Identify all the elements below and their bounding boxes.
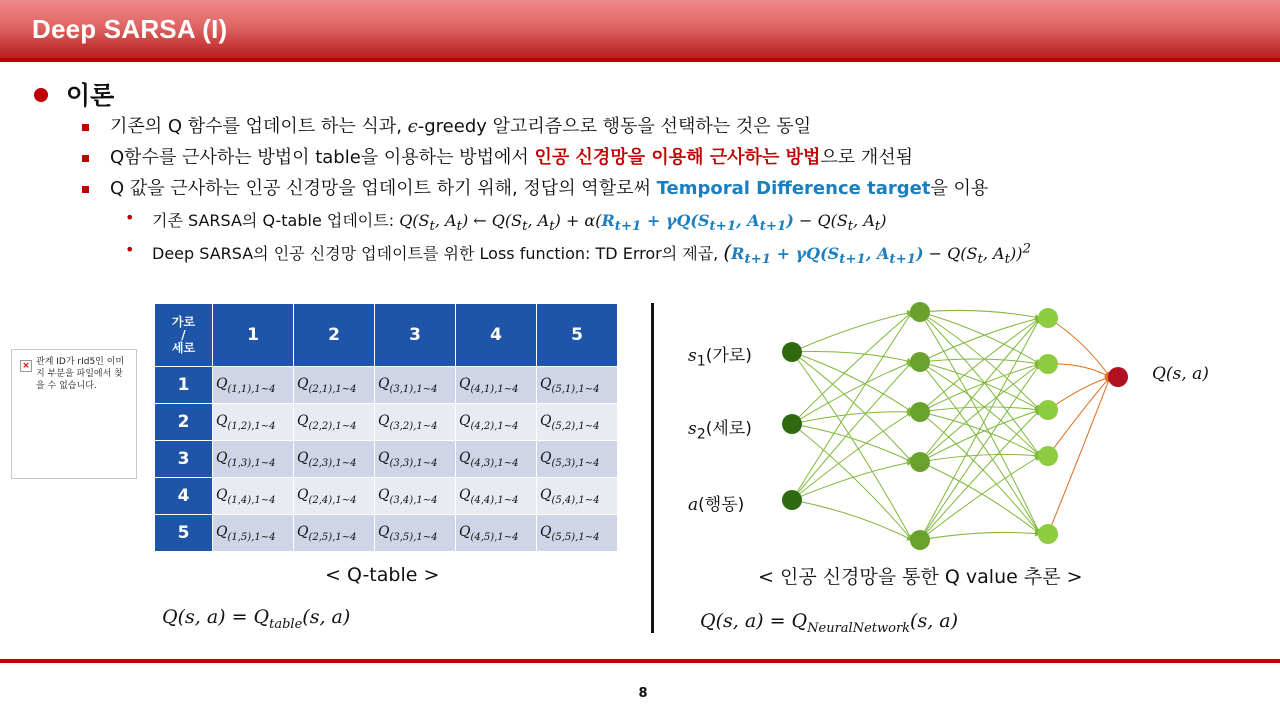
q-table-row-header: 2 <box>155 404 213 441</box>
network-edge <box>792 312 912 352</box>
hidden-node <box>1038 308 1058 328</box>
output-label: Q(s, a) <box>1152 364 1209 384</box>
q-table-cell: $Q_{(3,2),1\sim 4}$ <box>375 404 456 441</box>
section-title: 이론 <box>66 81 115 110</box>
bullet-highlight: 인공 신경망을 이용해 근사하는 방법 <box>534 147 821 168</box>
network-edge <box>920 318 1040 412</box>
loss-equation: ($R_{t+1} + \gamma Q(S_{t+1}$, $A_{t+1}) - Q(S_t$, $A_t))^2$ <box>723 240 1031 268</box>
q-table-formula: Q(s, $a) = Q_{table}(s$, a) <box>162 606 351 632</box>
bullet-text: Q함수를 근사하는 방법이 table을 이용하는 방법에서 <box>110 147 535 168</box>
network-edge <box>792 352 912 462</box>
bullet-text: Q 값을 근사하는 인공 신경망을 업데이트 하기 위해, 정답의 역할로써 <box>110 178 657 199</box>
network-formula: Q(s, $a) = Q_{NeuralNetwork}(s$, a) <box>700 610 959 636</box>
network-edge <box>920 310 1040 318</box>
bullet-text: 을 이용 <box>930 178 989 199</box>
network-edge <box>792 412 912 500</box>
q-table-cell: $Q_{(3,4),1\sim 4}$ <box>375 478 456 515</box>
broken-image-icon: × <box>20 360 32 372</box>
q-table-cell: $Q_{(3,5),1\sim 4}$ <box>375 515 456 552</box>
bullet-highlight: Temporal Difference target <box>656 178 931 199</box>
page-number: 8 <box>638 686 648 701</box>
q-table-cell: $Q_{(1,3),1\sim 4}$ <box>213 441 294 478</box>
hidden-node <box>1038 446 1058 466</box>
input-node <box>782 414 802 434</box>
hidden-node <box>910 302 930 322</box>
input-label-s2: $s_2$(세로) <box>688 419 752 443</box>
q-table-corner: 가로 / 세로 <box>155 304 213 367</box>
input-label-a: a(행동) <box>688 495 745 515</box>
q-table-row-header: 5 <box>155 515 213 552</box>
network-edge <box>920 410 1040 462</box>
network-edge <box>920 359 1040 364</box>
hidden-node <box>910 452 930 472</box>
q-table-cell: $Q_{(5,1),1\sim 4}$ <box>537 367 618 404</box>
network-edge <box>1048 377 1110 456</box>
slide-title: Deep SARSA (I) <box>32 14 228 44</box>
network-edge <box>920 454 1040 462</box>
network-edge <box>920 412 1040 456</box>
network-edge <box>1048 318 1110 377</box>
broken-image-message: 관계 ID가 rId5인 이미지 부분을 파일에서 찾을 수 없습니다. <box>36 357 125 391</box>
q-table-col-header: 2 <box>294 304 375 367</box>
q-table-col-header: 5 <box>537 304 618 367</box>
q-table-cell: $Q_{(3,3),1\sim 4}$ <box>375 441 456 478</box>
q-table-cell: $Q_{(5,4),1\sim 4}$ <box>537 478 618 515</box>
q-table-cell: $Q_{(2,5),1\sim 4}$ <box>294 515 375 552</box>
network-edge <box>792 351 912 362</box>
network-edge <box>920 456 1040 540</box>
network-edge <box>792 424 912 540</box>
input-label-s1: $s_1$(가로) <box>688 346 752 370</box>
network-edge <box>792 462 912 500</box>
input-node <box>782 342 802 362</box>
epsilon-symbol: ϵ <box>407 116 418 137</box>
q-table-col-header: 3 <box>375 304 456 367</box>
q-table-cell: $Q_{(1,2),1\sim 4}$ <box>213 404 294 441</box>
q-table-row-header: 1 <box>155 367 213 404</box>
output-node <box>1108 367 1128 387</box>
q-table-cell: $Q_{(1,4),1\sim 4}$ <box>213 478 294 515</box>
network-edge <box>920 312 1040 534</box>
sub-bullet-label: Deep SARSA의 인공 신경망 업데이트를 위한 Loss function: TD Error의 제곱, <box>152 244 724 263</box>
q-table-cell: $Q_{(2,3),1\sim 4}$ <box>294 441 375 478</box>
input-node <box>782 490 802 510</box>
q-table-cell: $Q_{(4,4),1\sim 4}$ <box>456 478 537 515</box>
sarsa-equation: $Q(S_t$, $A_t$) ← $Q(S_t$, $A_t) + \alpha(R_{t+1} + \gamma Q(S_{t+1}$, $A_{t+1}) - Q(S_t$, $A_t$) <box>399 211 887 235</box>
q-table-cell: $Q_{(5,2),1\sim 4}$ <box>537 404 618 441</box>
q-table-cell: $Q_{(2,4),1\sim 4}$ <box>294 478 375 515</box>
network-edge <box>920 312 1040 410</box>
q-table-row-header: 3 <box>155 441 213 478</box>
hidden-node <box>1038 354 1058 374</box>
network-edge <box>920 364 1040 540</box>
q-table-cell: $Q_{(2,1),1\sim 4}$ <box>294 367 375 404</box>
q-table-row-header: 4 <box>155 478 213 515</box>
q-table-cell: $Q_{(5,3),1\sim 4}$ <box>537 441 618 478</box>
network-edge <box>920 532 1040 540</box>
q-table-col-header: 1 <box>213 304 294 367</box>
q-table-col-header: 4 <box>456 304 537 367</box>
hidden-node <box>910 352 930 372</box>
td-target: $R_{t+1} + \gamma Q(S_{t+1}$, $A_{t+1}$) <box>601 211 794 235</box>
network-edge <box>792 352 912 540</box>
q-table-cell: $Q_{(2,2),1\sim 4}$ <box>294 404 375 441</box>
network-edge <box>1048 377 1110 410</box>
hidden-node <box>1038 524 1058 544</box>
network-edge <box>792 362 912 500</box>
network-caption: < 인공 신경망을 통한 Q value 추론 > <box>758 566 1083 588</box>
bullet-text: -greedy 알고리즘으로 행동을 선택하는 것은 동일 <box>417 116 812 137</box>
q-table-cell: $Q_{(4,2),1\sim 4}$ <box>456 404 537 441</box>
sub-bullet-label: 기존 SARSA의 Q-table 업데이트: <box>152 211 400 230</box>
q-table-cell: $Q_{(4,1),1\sim 4}$ <box>456 367 537 404</box>
hidden-node <box>1038 400 1058 420</box>
td-target: $R_{t+1} + \gamma Q(S_{t+1}$, $A_{t+1}$) <box>731 244 924 268</box>
bullet-text: 으로 개선됨 <box>820 147 914 168</box>
q-table-caption: < Q-table > <box>325 564 440 586</box>
q-table-cell: $Q_{(5,5),1\sim 4}$ <box>537 515 618 552</box>
footer-line <box>0 659 1280 663</box>
q-table-cell: $Q_{(1,1),1\sim 4}$ <box>213 367 294 404</box>
q-table-cell: $Q_{(4,5),1\sim 4}$ <box>456 515 537 552</box>
q-table-cell: $Q_{(1,5),1\sim 4}$ <box>213 515 294 552</box>
bullet-text: 기존의 Q 함수를 업데이트 하는 식과, <box>110 116 408 137</box>
q-table-cell: $Q_{(3,1),1\sim 4}$ <box>375 367 456 404</box>
hidden-node <box>910 402 930 422</box>
q-table-cell: $Q_{(4,3),1\sim 4}$ <box>456 441 537 478</box>
hidden-node <box>910 530 930 550</box>
